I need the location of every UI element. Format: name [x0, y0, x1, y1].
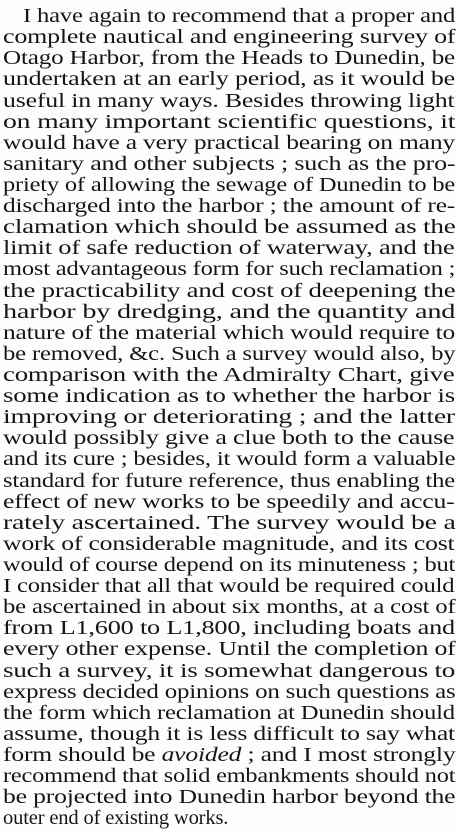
- text-line: would of course depend on its minuteness ; but: [3, 553, 456, 576]
- text-line: standard for future reference, thus enabling the: [3, 469, 456, 492]
- text-line: the form which reclamation at Dunedin should: [3, 701, 455, 724]
- text-line: discharged into the harbor ; the amount of re-: [3, 195, 456, 217]
- text-line: sanitary and other subjects ; such as the pro-: [3, 152, 456, 175]
- text-line: be projected into Dunedin harbor beyond the: [3, 786, 456, 809]
- text-line: some indication as to whether the harbor is: [3, 385, 455, 407]
- text-line: effect of new works to be speedily and accu-: [3, 490, 455, 513]
- italic-emphasis: avoided: [161, 744, 242, 766]
- text-line: most advantageous form for such reclamation ;: [3, 258, 456, 281]
- text-line: complete nautical and engineering survey of: [3, 26, 456, 49]
- text-line: limit of safe reduction of waterway, and the: [3, 237, 455, 260]
- text-line: be ascertained in about six months, at a cost of: [3, 596, 456, 619]
- text-line: be removed, &c. Such a survey would also, by: [3, 342, 456, 365]
- text-line: I consider that all that would be required could: [3, 575, 455, 598]
- text-line: assume, though it is less difficult to say what: [3, 722, 455, 745]
- text-line: would possibly give a clue both to the cause: [3, 427, 455, 450]
- text-line: the practicability and cost of deepening the: [3, 279, 456, 302]
- text-line: work of considerable magnitude, and its cost: [3, 532, 455, 555]
- text-line: express decided opinions on such questions as: [3, 680, 456, 703]
- text-segment: form should be: [3, 744, 162, 766]
- text-line: priety of allowing the sewage of Dunedin to be: [3, 173, 456, 196]
- text-line: clamation which should be assumed as the: [3, 216, 456, 239]
- text-line: on many important scientific questions, it: [3, 110, 456, 133]
- text-line: useful in many ways. Besides throwing light: [3, 89, 455, 112]
- text-line: recommend that solid embankments should not: [3, 765, 456, 788]
- text-line: outer end of existing works.: [3, 807, 229, 830]
- text-line: nature of the material which would require to: [3, 321, 455, 344]
- text-line: Otago Harbor, from the Heads to Dunedin, be: [3, 47, 456, 70]
- text-line: rately ascertained. The survey would be a: [3, 511, 456, 534]
- text-line: would have a very practical bearing on many: [3, 131, 455, 154]
- text-line: improving or deteriorating ; and the latter: [3, 406, 455, 429]
- text-line: I have again to recommend that a proper and: [23, 5, 456, 27]
- text-line: every other expense. Until the completion of: [3, 638, 456, 661]
- text-line: harbor by dredging, and the quantity and: [3, 300, 456, 323]
- text-line: and its cure ; besides, it would form a valuable: [3, 448, 456, 471]
- text-line: undertaken at an early period, as it would be: [3, 68, 455, 91]
- text-line: such a survey, it is somewhat dangerous to: [3, 659, 456, 682]
- text-line: comparison with the Admiralty Chart, give: [3, 363, 455, 386]
- text-line: from L1,600 to L1,800, including boats and: [3, 617, 455, 640]
- text-segment: ; and I most strongly: [241, 744, 456, 766]
